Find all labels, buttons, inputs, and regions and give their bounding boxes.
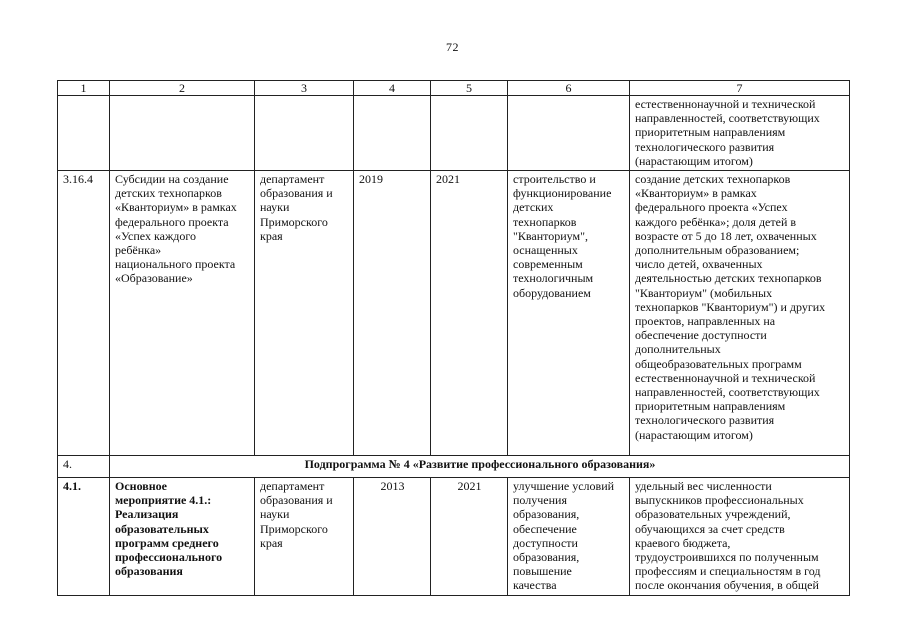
start-year: 2013	[354, 478, 431, 596]
continuation-cell-5	[431, 96, 508, 171]
header-col-6: 6	[508, 81, 630, 96]
end-year: 2021	[431, 171, 508, 456]
continuation-cell-1	[58, 96, 110, 171]
activity-name: Субсидии на создание детских технопарков «Кванториум» в рамках федерального проекта «Успех каждого ребёнка» национального проекта «Образование»	[110, 171, 255, 456]
table-row-4-1	[58, 478, 850, 596]
header-row	[58, 81, 850, 96]
continuation-indicator: естественнонаучной и технической направленностей, соответствующих приоритетным направлениям технологического развития (нарастающим итогом)	[630, 96, 850, 171]
page-number: 72	[446, 40, 459, 54]
continuation-cell-2	[110, 96, 255, 171]
continuation-row	[58, 96, 850, 171]
row-number: 3.16.4	[58, 171, 110, 456]
continuation-cell-3	[255, 96, 354, 171]
executor: департамент образования и науки Приморского края	[255, 171, 354, 456]
header-col-7: 7	[630, 81, 850, 96]
subprogram-row	[58, 456, 850, 478]
header-col-5: 5	[431, 81, 508, 96]
executor: департамент образования и науки Приморского края	[255, 478, 354, 596]
row-number: 4.1.	[58, 478, 110, 596]
header-col-1: 1	[58, 81, 110, 96]
activity-name: Основное мероприятие 4.1.: Реализация образовательных программ среднего профессионального образования	[110, 478, 255, 596]
continuation-cell-4	[354, 96, 431, 171]
end-year: 2021	[431, 478, 508, 596]
header-col-2: 2	[110, 81, 255, 96]
continuation-cell-6	[508, 96, 630, 171]
indicator: создание детских технопарков «Кванториум» в рамках федерального проекта «Успех каждого ребёнка»; доля детей в возрасте от 5 до 18 лет, охваченных дополнительным образованием; число детей, охваченных деятельностью детских технопарков "Кванториум" (мобильных технопарков "Кванториум") и других проектов, направленных на обеспечение доступности дополнительных общеобразовательных программ естественнонаучной и технической направленностей, соответствующих приоритетным направлениям технологического развития (нарастающим итогом)	[630, 171, 850, 456]
expected-result: улучшение условий получения образования, обеспечение доступности образования, повышение качества	[508, 478, 630, 596]
subprogram-title: Подпрограмма № 4 «Развитие профессионального образования»	[110, 456, 850, 478]
header-col-3: 3	[255, 81, 354, 96]
subprogram-number: 4.	[58, 456, 110, 478]
program-table	[57, 80, 850, 596]
header-col-4: 4	[354, 81, 431, 96]
table-row-3-16-4	[58, 171, 850, 456]
start-year: 2019	[354, 171, 431, 456]
indicator: удельный вес численности выпускников профессиональных образовательных учреждений, обучающихся за счет средств краевого бюджета, трудоустроившихся по полученным профессиям и специальностям в год после окончания обучения, в общей	[630, 478, 850, 596]
expected-result: строительство и функционирование детских технопарков "Кванториум", оснащенных современным технологичным оборудованием	[508, 171, 630, 456]
